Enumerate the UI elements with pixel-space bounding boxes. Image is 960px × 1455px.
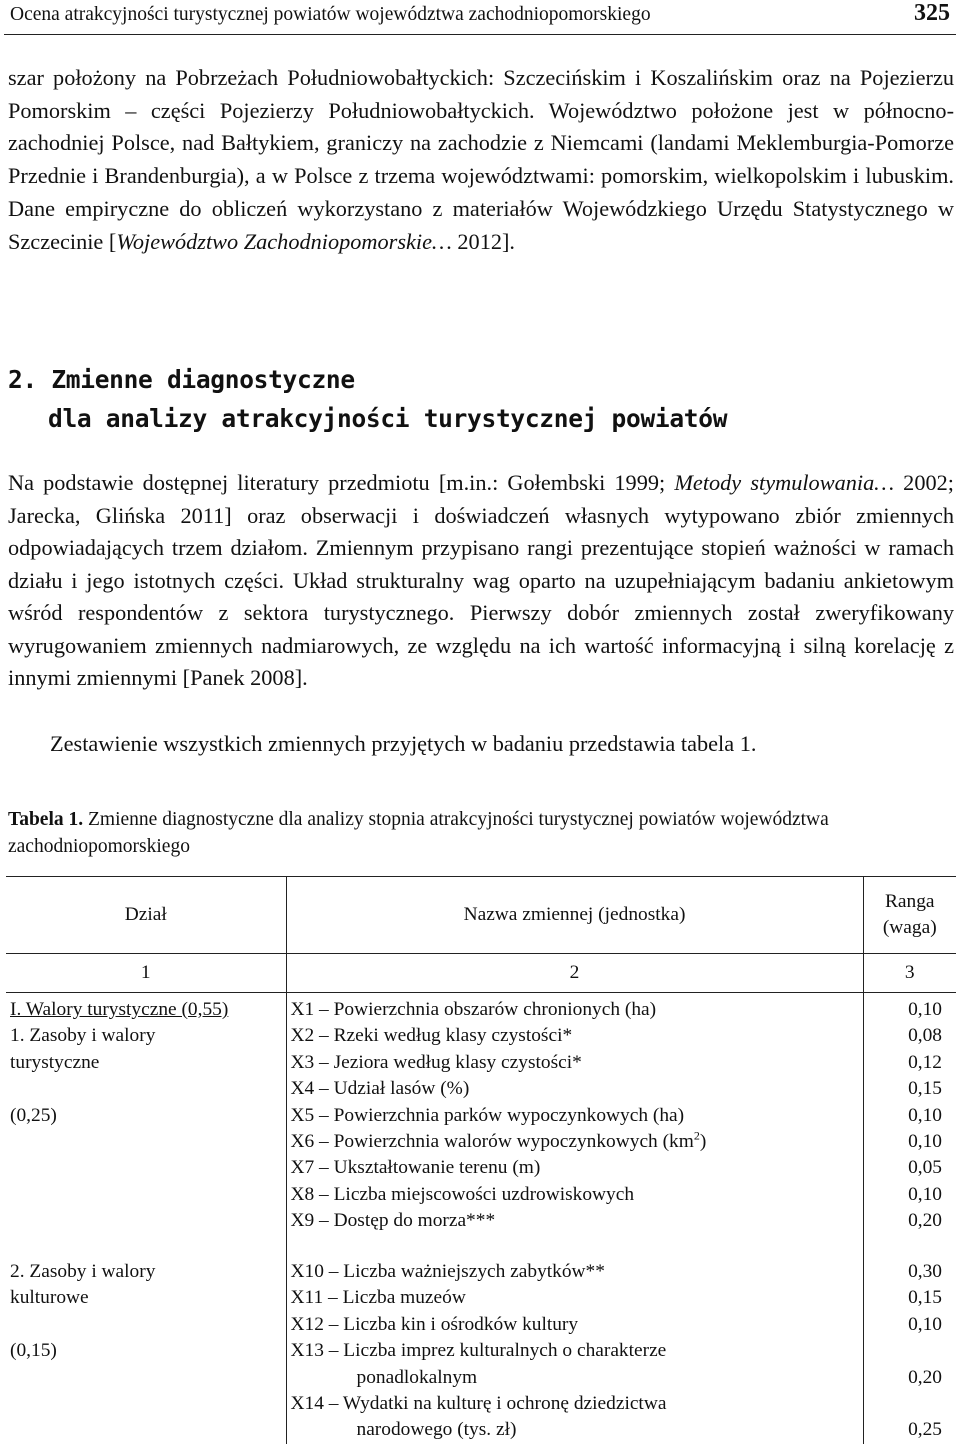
table-caption bbox=[8, 806, 954, 860]
variable-weight: 0,08 bbox=[908, 1025, 942, 1047]
variable-name: X9 – Dostęp do morza*** bbox=[290, 1210, 496, 1232]
body-paragraph-3: Zestawienie wszystkich zmiennych przyjętych w badaniu przedstawia tabela 1. bbox=[50, 731, 757, 756]
variable-name: X4 – Udział lasów (%) bbox=[290, 1078, 470, 1100]
variable-name: X5 – Powierzchnia parków wypoczynkowych (ha) bbox=[290, 1104, 685, 1126]
variable-name: X2 – Rzeki według klasy czystości* bbox=[290, 1025, 573, 1047]
body-paragraph-1 bbox=[8, 62, 954, 258]
variable-name: X3 – Jeziora według klasy czystości* bbox=[290, 1051, 582, 1073]
group1-sub-weight: (0,25) bbox=[10, 1104, 57, 1126]
variable-name-x6 bbox=[291, 1129, 863, 1155]
variable-weight: 0,10 bbox=[908, 1104, 942, 1126]
running-title: Ocena atrakcyjności turystycznej powiatów województwa zachodniopomorskiego bbox=[10, 4, 651, 25]
variable-weight: 0,10 bbox=[908, 1183, 942, 1205]
group2-variables-cell bbox=[286, 1247, 863, 1444]
variable-name: X1 – Powierzchnia obszarów chronionych (ha) bbox=[290, 999, 657, 1020]
page-number: 325 bbox=[914, 0, 950, 26]
variables-table bbox=[6, 876, 956, 1444]
group1-section-title: I. Walory turystyczne (0,55) bbox=[10, 999, 229, 1020]
variable-weight: 0,10 bbox=[908, 1313, 942, 1335]
variable-weight: 0,12 bbox=[908, 1051, 942, 1073]
variable-weight: 0,10 bbox=[908, 999, 942, 1020]
column-number: 1 bbox=[6, 954, 286, 993]
group2-section-cell bbox=[6, 1247, 286, 1444]
section-heading bbox=[8, 360, 954, 438]
section-heading-line1: 2. Zmienne diagnostyczne bbox=[8, 365, 355, 394]
body-paragraph-2 bbox=[8, 467, 954, 695]
variable-weight: 0,15 bbox=[908, 1078, 942, 1100]
paragraph-text: szar położony na Pobrzeżach Południowobałtyckich: Szczecińskim i Koszalińskim oraz na Pojezierzu Pomorskim – części Pojezierzy Południowobałtyckich. Województwo położone jest w północno-zachodniej Polsce, nad Bałtykiem, graniczy na zachodzie z Niemcami (landami Meklemburgia-Pomorze Przednie i Brandenburgia), a w Polsce z trzema województwami: pomorskim, wielkopolskim i lubuskim. Dane empiryczne do obliczeń wykorzystano z materiałów Wojewódzkiego Urzędu Statystycznego w Szczecinie [ bbox=[8, 65, 954, 254]
variable-name: X13 – Liczba imprez kulturalnych o charakterze bbox=[290, 1340, 667, 1362]
group2-sub-line2: kulturowe bbox=[10, 1287, 89, 1309]
superscript: 2 bbox=[693, 1128, 700, 1143]
variable-weight: 0,15 bbox=[908, 1287, 942, 1309]
paragraph-text: 2012]. bbox=[451, 228, 515, 254]
table-row-group-1 bbox=[6, 993, 956, 1248]
column-number: 2 bbox=[286, 954, 863, 993]
variable-name: X14 – Wydatki na kulturę i ochronę dziedzictwa bbox=[290, 1393, 667, 1415]
group2-weights-cell bbox=[863, 1247, 956, 1444]
header-dzial: Dział bbox=[6, 877, 286, 954]
section-heading-line2: dla analizy atrakcyjności turystycznej powiatów bbox=[48, 404, 728, 433]
variable-name: X10 – Liczba ważniejszych zabytków** bbox=[290, 1261, 605, 1282]
citation-italic: Metody stymulowania… bbox=[674, 470, 895, 495]
table-row-group-2 bbox=[6, 1247, 956, 1444]
variable-weight: 0,10 bbox=[908, 1131, 942, 1153]
variable-weight: 0,30 bbox=[908, 1261, 942, 1282]
group2-sub-line1: 2. Zasoby i walory bbox=[10, 1261, 156, 1282]
variable-name-continuation: ponadlokalnym bbox=[356, 1366, 478, 1388]
running-header bbox=[4, 0, 956, 35]
variable-weight: 0,05 bbox=[908, 1157, 942, 1179]
variable-name-continuation: narodowego (tys. zł) bbox=[356, 1419, 517, 1441]
header-ranga bbox=[863, 877, 956, 954]
header-ranga-line2: (waga) bbox=[882, 917, 937, 938]
table-header-row bbox=[6, 877, 956, 954]
group1-variables-cell bbox=[286, 993, 863, 1248]
variable-name: X7 – Ukształtowanie terenu (m) bbox=[290, 1157, 541, 1179]
variable-name: X11 – Liczba muzeów bbox=[290, 1287, 466, 1309]
variable-weight: 0,20 bbox=[908, 1210, 942, 1232]
column-number: 3 bbox=[863, 954, 956, 993]
group1-weights-cell bbox=[863, 993, 956, 1248]
header-ranga-line1: Ranga bbox=[884, 890, 935, 912]
group1-sub-line2: turystyczne bbox=[10, 1051, 100, 1073]
citation-italic: Województwo Zachodniopomorskie… bbox=[116, 228, 452, 254]
variable-name: X12 – Liczba kin i ośrodków kultury bbox=[290, 1313, 579, 1335]
paragraph-text: Na podstawie dostępnej literatury przedmiotu [m.in.: Gołembski 1999; bbox=[8, 470, 675, 495]
variable-name: X8 – Liczba miejscowości uzdrowiskowych bbox=[290, 1183, 635, 1205]
variable-name-end: ) bbox=[699, 1131, 707, 1153]
table-caption-label: Tabela 1. bbox=[8, 809, 84, 830]
variable-weight: 0,25 bbox=[908, 1419, 942, 1441]
column-number-row bbox=[6, 954, 956, 993]
paragraph-text: 2002; Jarecka, Glińska 2011] oraz obserwacji i doświadczeń własnych wytypowano zbiór zmiennych odpowiadających trzem działom. Zmiennym przypisano rangi prezentujące stopień ważności w ramach działu i jego istotnych części. Układ strukturalny wag oparto na uzupełniającym badaniu ankietowym wśród respondentów z sektora turystycznego. Pierwszy dobór zmiennych został zweryfikowany wyrugowaniem zmiennych nadmiarowych, ze względu na ich wartość informacyjną i silną korelację z innymi zmiennymi [Panek 2008]. bbox=[8, 470, 954, 690]
header-nazwa-zmiennej: Nazwa zmiennej (jednostka) bbox=[286, 877, 863, 954]
variable-name-text: X6 – Powierzchnia walorów wypoczynkowych (km bbox=[290, 1131, 694, 1153]
group1-sub-line1: 1. Zasoby i walory bbox=[10, 1025, 156, 1047]
group1-section-cell bbox=[6, 993, 286, 1248]
table-caption-text: Zmienne diagnostyczne dla analizy stopnia atrakcyjności turystycznej powiatów województwa zachodniopomorskiego bbox=[8, 809, 829, 857]
group2-sub-weight: (0,15) bbox=[10, 1340, 57, 1362]
variable-weight: 0,20 bbox=[908, 1366, 942, 1388]
